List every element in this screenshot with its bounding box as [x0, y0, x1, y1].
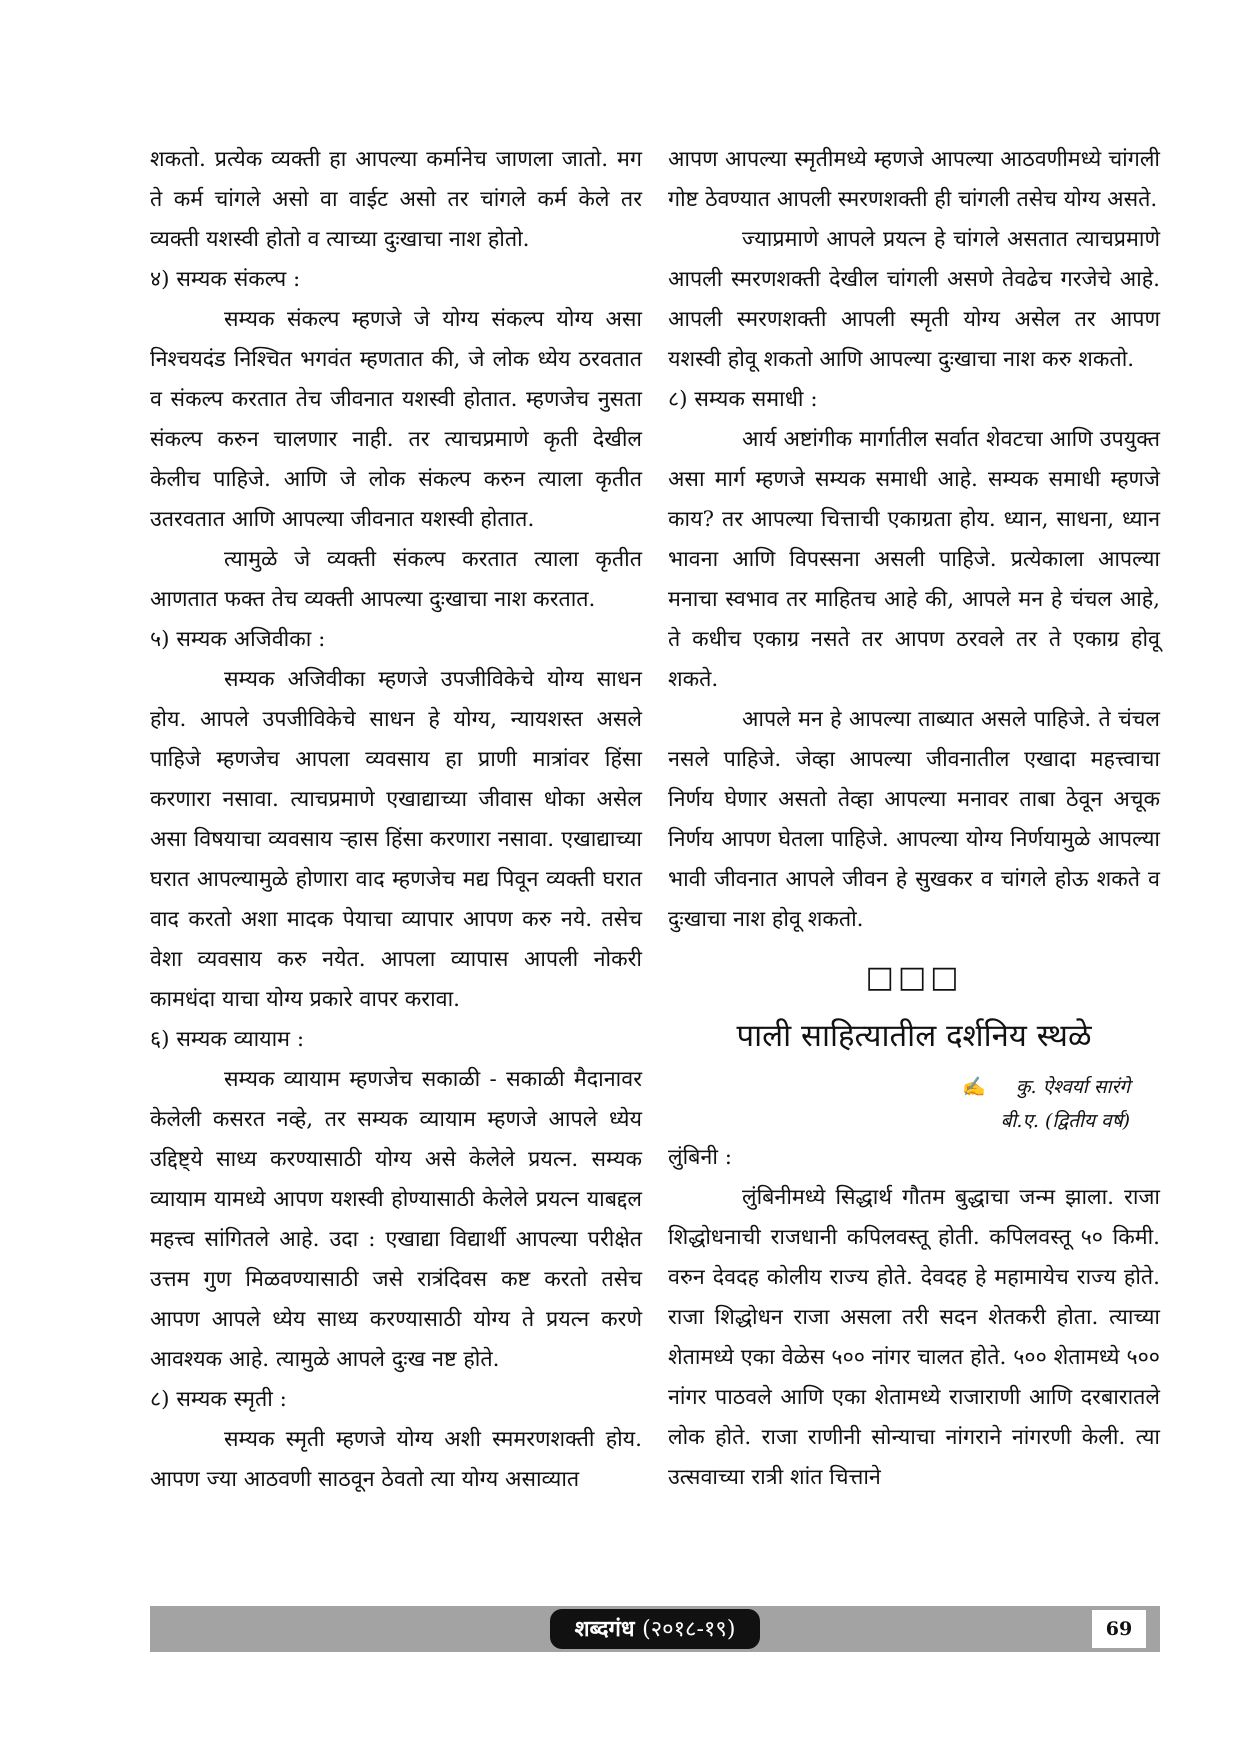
paragraph: लुंबिनीमध्ये सिद्धार्थ गौतम बुद्धाचा जन्म झाला. राजा शिद्धोधनाची राजधानी कपिलवस्तू होती. कपिलवस्तू ५० किमी. वरुन देवदह कोलीय राज्य होते. देवदह हे महामायेच राज्य होते. राजा शिद्धोधन राजा असला तरी सदन शेतकरी होता. त्याच्या शेतामध्ये एका वेळेस ५०० नांगर चालत होते. ५०० शेतामध्ये ५०० नांगर पाठवले आणि एका शेतामध्ये राजाराणी आणि दरबारातले लोक होते. राजा राणीनी सोन्याचा नांगराने नांगरणी केली. त्या उत्सवाच्या रात्री शांत चित्ताने — [668, 1185, 1160, 1490]
section-end-marks: □□□ — [865, 960, 963, 995]
paragraph: ज्याप्रमाणे आपले प्रयत्न हे चांगले असतात त्याचप्रमाणे आपली स्मरणशक्ती देखील चांगली असणे तेवढेच गरजेचे आहे. आपली स्मरणशक्ती आपली स्मृती योग्य असेल तर आपण यशस्वी होवू शकतो आणि आपल्या दुःखाचा नाश करु शकतो. — [668, 227, 1160, 372]
section-heading: ८) सम्यक स्मृती : — [150, 1387, 287, 1412]
paragraph: आपण आपल्या स्मृतीमध्ये म्हणजे आपल्या आठवणीमध्ये चांगली गोष्ट ठेवण्यात आपली स्मरणशक्ती ही चांगली तसेच योग्य असते. — [668, 147, 1160, 212]
pen-icon: ✍ — [962, 1076, 986, 1098]
right-column — [668, 140, 1160, 1498]
page-number: 69 — [1092, 1610, 1146, 1648]
paragraph: त्यामुळे जे व्यक्ती संकल्प करतात त्याला कृतीत आणतात फक्त तेच व्यक्ती आपल्या दुःखाचा नाश करतात. — [150, 547, 642, 612]
author-byline — [668, 1070, 1160, 1104]
article-title: पाली साहित्यातील दर्शनिय स्थळे — [736, 1018, 1092, 1054]
paragraph: आपले मन हे आपल्या ताब्यात असले पाहिजे. ते चंचल नसले पाहिजे. जेव्हा आपल्या जीवनातील एखादा महत्त्वाचा निर्णय घेणार असतो तेव्हा आपल्या मनावर ताबा ठेवून अचूक निर्णय आपण घेतला पाहिजे. आपल्या योग्य निर्णयामुळे आपल्या भावी जीवनात आपले जीवन हे सुखकर व चांगले होऊ शकते व दुःखाचा नाश होवू शकतो. — [668, 707, 1160, 932]
magazine-name: शब्दगंध — [574, 1616, 635, 1642]
paragraph: शकतो. प्रत्येक व्यक्ती हा आपल्या कर्मानेच जाणला जातो. मग ते कर्म चांगले असो वा वाईट असो तर चांगले कर्म केले तर व्यक्ती यशस्वी होतो व त्याच्या दुःखाचा नाश होतो. — [150, 147, 642, 252]
magazine-title-badge — [550, 1609, 760, 1649]
page-footer — [150, 1606, 1160, 1652]
section-heading: ६) सम्यक व्यायाम : — [150, 1027, 305, 1052]
section-heading: लुंबिनी : — [668, 1145, 733, 1170]
paragraph: आर्य अष्टांगीक मार्गातील सर्वात शेवटचा आणि उपयुक्त असा मार्ग म्हणजे सम्यक समाधी आहे. सम्यक समाधी म्हणजे काय? तर आपल्या चित्ताची एकाग्रता होय. ध्यान, साधना, ध्यान भावना आणि विपस्सना असली पाहिजे. प्रत्येकाला आपल्या मनाचा स्वभाव तर माहितच आहे की, आपले मन हे चंचल आहे, ते कधीच एकाग्र नसते तर आपण ठरवले तर ते एकाग्र होवू शकते. — [668, 427, 1160, 692]
section-heading: ५) सम्यक अजिवीका : — [150, 627, 326, 652]
paragraph: सम्यक व्यायाम म्हणजेच सकाळी - सकाळी मैदानावर केलेली कसरत नव्हे, तर सम्यक व्यायाम म्हणजे आपले ध्येय उद्दिष्ट्ये साध्य करण्यासाठी योग्य असे केलेले प्रयत्न. सम्यक व्यायाम यामध्ये आपण यशस्वी होण्यासाठी केलेले प्रयत्न याबद्दल महत्त्व सांगितले आहे. उदा : एखाद्या विद्यार्थी आपल्या परीक्षेत उत्तम गुण मिळवण्यासाठी जसे रात्रंदिवस कष्ट करतो तसेच आपण आपले ध्येय साध्य करण्यासाठी योग्य ते प्रयत्न करणे आवश्यक आहे. त्यामुळे आपले दुःख नष्ट होते. — [150, 1067, 642, 1372]
paragraph: सम्यक स्मृती म्हणजे योग्य अशी स्ममरणशक्ती होय. आपण ज्या आठवणी साठवून ठेवतो त्या योग्य असाव्यात — [150, 1427, 642, 1492]
author-name: कु. ऐश्वर्या सारंगे — [1015, 1076, 1130, 1098]
section-heading: ४) सम्यक संकल्प : — [150, 267, 301, 292]
author-class: बी.ए. (द्वितीय वर्ष) — [1000, 1110, 1130, 1132]
left-column — [150, 140, 642, 1500]
paragraph: सम्यक अजिवीका म्हणजे उपजीविकेचे योग्य साधन होय. आपले उपजीविकेचे साधन हे योग्य, न्यायशस्त असले पाहिजे म्हणजेच आपला व्यवसाय हा प्राणी मात्रांवर हिंसा करणारा नसावा. त्याचप्रमाणे एखाद्याच्या जीवास धोका असेल असा विषयाचा व्यवसाय ऱ्हास हिंसा करणारा नसावा. एखाद्याच्या घरात आपल्यामुळे होणारा वाद म्हणजेच मद्य पिवून व्यक्ती घरात वाद करतो अशा मादक पेयाचा व्यापार आपण करु नये. तसेच वेशा व्यवसाय करु नयेत. आपला व्यापास आपली नोकरी कामधंदा याचा योग्य प्रकारे वापर करावा. — [150, 667, 642, 1012]
magazine-year: (२०१८-१९) — [642, 1617, 736, 1642]
paragraph: सम्यक संकल्प म्हणजे जे योग्य संकल्प योग्य असा निश्चयदंड निश्चित भगवंत म्हणतात की, जे लोक ध्येय ठरवतात व संकल्प करतात तेच जीवनात यशस्वी होतात. म्हणजेच नुसता संकल्प करुन चालणार नाही. तर त्याचप्रमाणे कृती देखील केलीच पाहिजे. आणि जे लोक संकल्प करुन त्याला कृतीत उतरवतात आणि आपल्या जीवनात यशस्वी होतात. — [150, 307, 642, 532]
section-heading: ८) सम्यक समाधी : — [668, 387, 818, 412]
